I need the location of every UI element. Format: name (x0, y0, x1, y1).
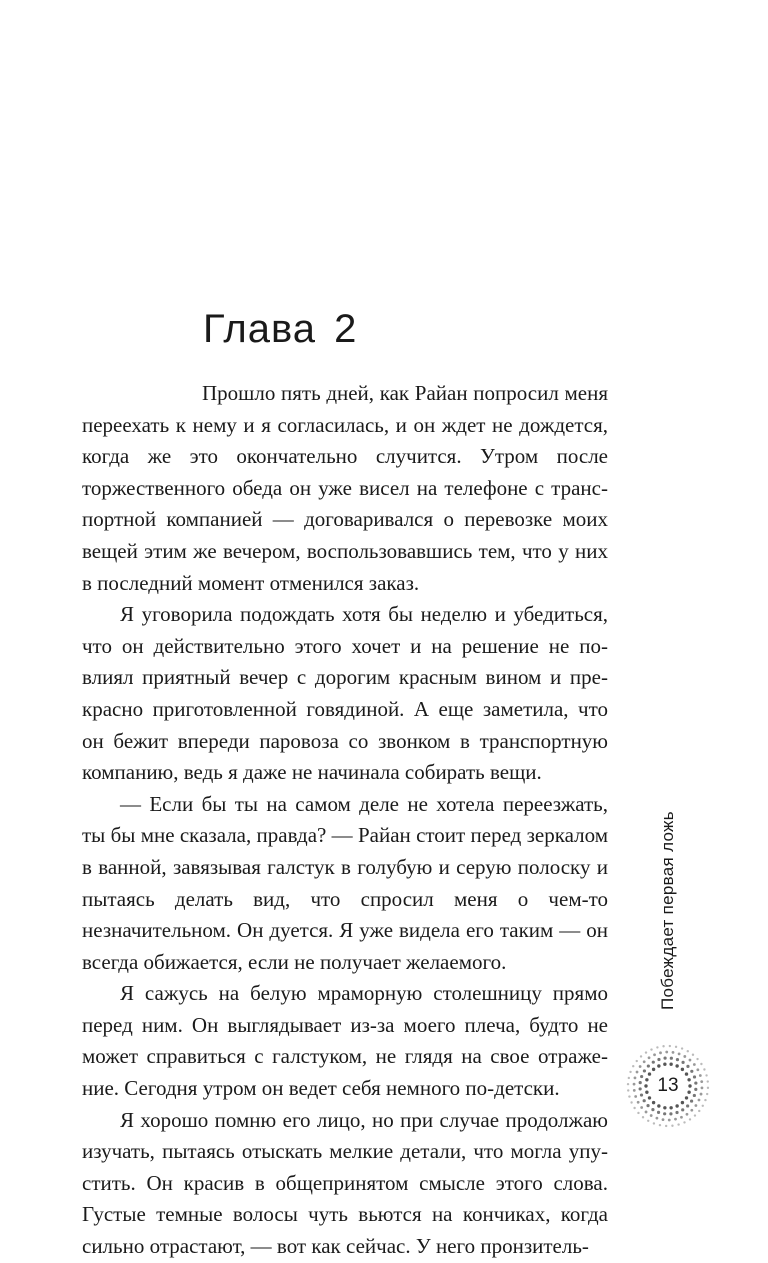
paragraph: Я уговорила подождать хотя бы неделю и убедиться, что он действительно этого хочет и на решение не повлиял приятный вечер с дорогим красным вином и прекрасно приготовленной говядиной. А еще заметила, что он бежит впереди паровоза со звонком в транспортную компанию, ведь я даже не начинала собирать вещи. (82, 602, 608, 785)
running-title: Побеждает первая ложь (658, 811, 677, 1010)
paragraph: Прошло пять дней, как Райан попросил меня переехать к нему и я согласилась, и он ждет не дождется, когда же это окончательно случится. Утром после торжественного обеда он уже висел на телефоне с транспортной компанией — договаривался о перевозке моих вещей этим же вечером, воспользовавшись тем, что у них в последний момент отменился заказ. (82, 381, 608, 595)
paragraph: — Если бы ты на самом деле не хотела переезжать, ты бы мне сказала, правда? — Райан стоит перед зеркалом в ванной, завязывая галстук в голубую и серую полоску и пытаясь делать вид, что спросил меня о чем-то незначительном. Он дуется. Я уже видела его таким — он всегда обижается, если не получает желаемого. (82, 791, 608, 974)
chapter-title: Глава 2 (203, 307, 358, 351)
paragraph: Я сажусь на белую мраморную столешницу прямо перед ним. Он выглядывает из-за моего плеча, будто не может справиться с галстуком, не глядя на свое отражение. Сегодня утром он ведет себя немного по-детски. (82, 981, 608, 1101)
page-number: 13 (657, 1075, 679, 1096)
page-number-badge (622, 1040, 714, 1132)
paragraph: Я хорошо помню его лицо, но при случае продолжаю изучать, пытаясь отыскать мелкие детали, что могла упустить. Он красив в общепринятом смысле этого слова. Густые темные волосы чуть вьются на кончиках, когда сильно отрастают, — вот как сейчас. У него пронзитель- (82, 1107, 608, 1259)
body-text (82, 378, 608, 1263)
